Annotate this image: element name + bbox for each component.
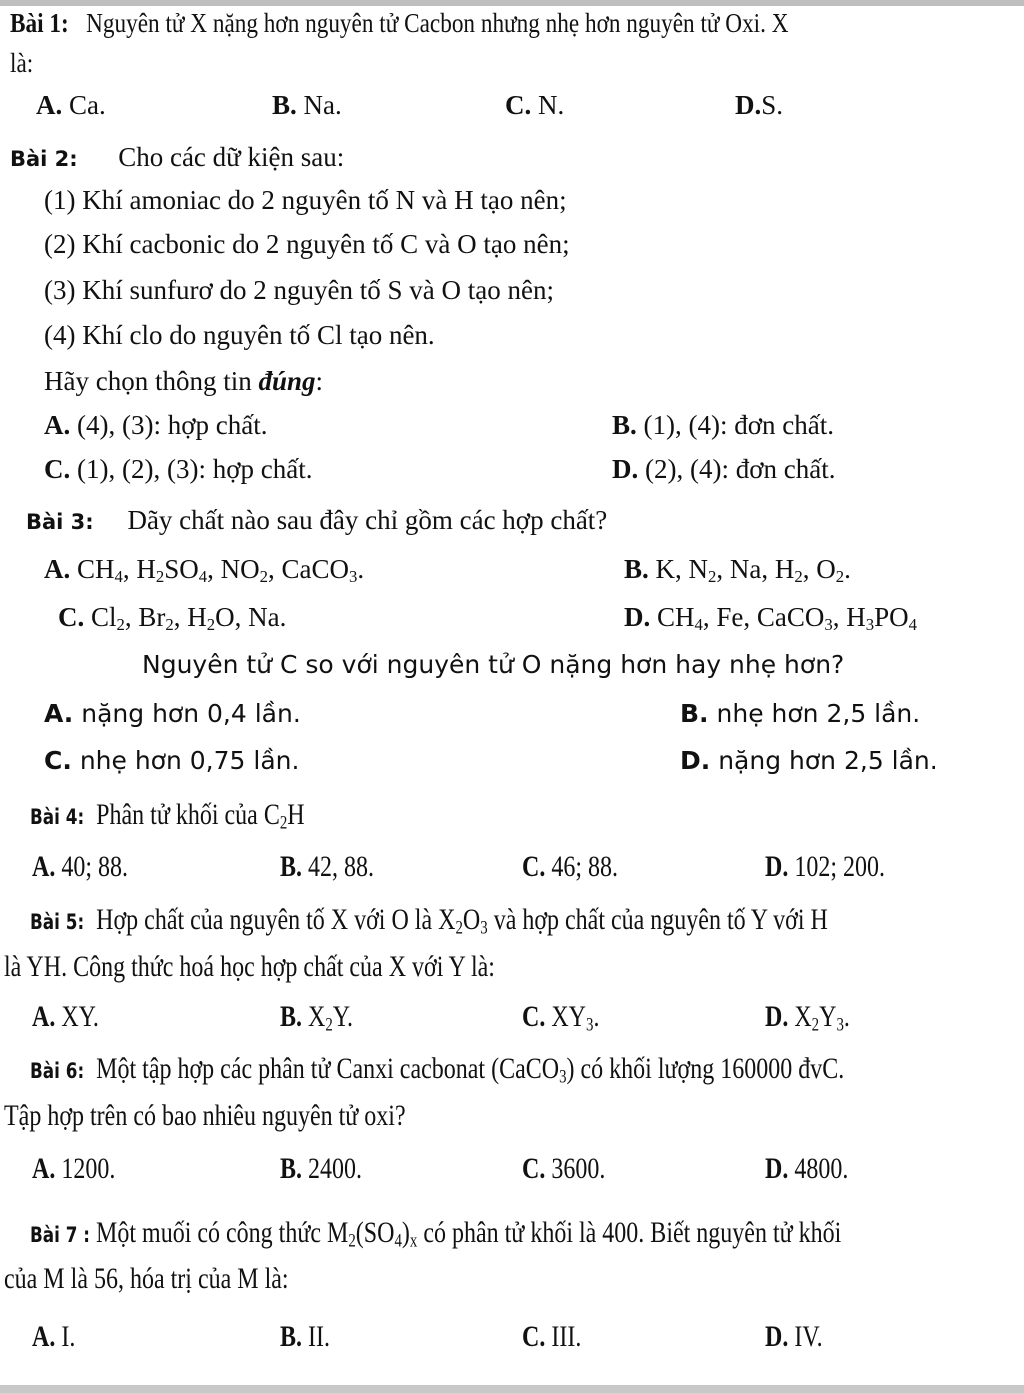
q6-option-d[interactable]: D. 4800.: [765, 1152, 849, 1185]
q3-option-d[interactable]: D. $CH_4$, Fe, CaCO$_3$, $H_3PO_4$: [624, 602, 918, 635]
q2-option-c[interactable]: C. (1), (2), (3): hợp chất.: [44, 454, 313, 484]
q2-option-d[interactable]: D. (2), (4): đơn chất.: [612, 454, 836, 484]
q4-label: Bài 4:: [30, 805, 85, 829]
q2-fact-1: (1) Khí amoniac do 2 nguyên tố N và H tạo nên;: [44, 185, 567, 215]
q2-label: Bài 2:: [10, 147, 78, 171]
q3b-stem: Nguyên tử C so với nguyên tử O nặng hơn hay nhẹ hơn?: [142, 650, 845, 679]
q3-option-b[interactable]: B. K, $N_2$, Na, $H_2$, $O_2$.: [624, 554, 851, 587]
q5-option-a[interactable]: A. XY.: [32, 1000, 99, 1033]
bottom-border: [0, 1385, 1024, 1393]
q5-stem-cont: là YH. Công thức hoá học hợp chất của X với Y là:: [4, 950, 495, 983]
q1-text: Nguyên tử X nặng hơn nguyên tử Cacbon nhưng nhẹ hơn nguyên tử Oxi. X: [86, 8, 789, 38]
q1-stem-cont: là:: [10, 48, 34, 78]
q7-option-b[interactable]: B. II.: [280, 1320, 330, 1353]
q3b-option-d[interactable]: D. nặng hơn 2,5 lần.: [680, 746, 938, 775]
q1-option-d[interactable]: D.S.: [735, 90, 784, 120]
q2-fact-3: (3) Khí sunfurơ do 2 nguyên tố S và O tạo nên;: [44, 275, 554, 305]
q5-label: Bài 5:: [30, 910, 85, 934]
q3-option-a[interactable]: A. $CH_4$, $H_2SO_4$, $NO_2$, CaCO$_3$.: [44, 554, 365, 587]
q7-option-d[interactable]: D. IV.: [765, 1320, 823, 1353]
q4-option-c[interactable]: C. 46; 88.: [522, 850, 619, 883]
q2-fact-4: (4) Khí clo do nguyên tố Cl tạo nên.: [44, 320, 435, 350]
q3b-option-c[interactable]: C. nhẹ hơn 0,75 lần.: [44, 746, 300, 775]
q5-option-b[interactable]: B. $X_2Y$.: [280, 1000, 354, 1036]
q7-option-a[interactable]: A. I.: [32, 1320, 76, 1353]
q1-option-a[interactable]: A. Ca.: [36, 90, 106, 120]
q7-option-c[interactable]: C. III.: [522, 1320, 582, 1353]
q4-stem: Bài 4: Phân tử khối của $C_2H$: [30, 798, 305, 834]
q1-label: Bài 1:: [10, 8, 69, 38]
q3-label: Bài 3:: [26, 510, 94, 534]
q3b-option-a[interactable]: A. nặng hơn 0,4 lần.: [44, 699, 301, 728]
q5-stem: Bài 5: Hợp chất của nguyên tố X với O là $X_2O_3$ và hợp chất của nguyên tố Y với H: [30, 903, 828, 939]
q2-option-a[interactable]: A. (4), (3): hợp chất.: [44, 410, 268, 440]
q2-intro: Cho các dữ kiện sau:: [118, 142, 345, 172]
q2-stem: [10, 140, 344, 176]
q4-option-d[interactable]: D. 102; 200.: [765, 850, 886, 883]
q3-stem: [26, 503, 607, 539]
q6-option-c[interactable]: C. 3600.: [522, 1152, 606, 1185]
q3b-option-b[interactable]: B. nhẹ hơn 2,5 lần.: [680, 699, 921, 728]
q4-option-b[interactable]: B. 42, 88.: [280, 850, 375, 883]
q6-stem-cont: Tập hợp trên có bao nhiêu nguyên tử oxi?: [4, 1099, 406, 1132]
q7-stem-cont: của M là 56, hóa trị của M là:: [4, 1262, 289, 1295]
q6-option-b[interactable]: B. 2400.: [280, 1152, 363, 1185]
q4-option-a[interactable]: A. 40; 88.: [32, 850, 129, 883]
q7-stem: Bài 7 : Một muối có công thức $M_2(SO_4)_x$ có phân tử khối là 400. Biết nguyên tử khối: [30, 1216, 842, 1252]
q2-prompt: Hãy chọn thông tin đúng:: [44, 366, 324, 396]
q2-option-b[interactable]: B. (1), (4): đơn chất.: [612, 410, 834, 440]
q3-text: Dãy chất nào sau đây chỉ gồm các hợp chất?: [127, 505, 608, 535]
q1-option-c[interactable]: C. N.: [505, 90, 565, 120]
q6-stem: Bài 6: Một tập hợp các phân tử Canxi cacbonat (CaCO$_3$) có khối lượng 160000 đvC.: [30, 1052, 845, 1088]
q5-option-d[interactable]: D. $X_2Y_3$.: [765, 1000, 850, 1036]
q2-fact-2: (2) Khí cacbonic do 2 nguyên tố C và O tạo nên;: [44, 229, 570, 259]
q3-option-c[interactable]: C. $Cl_2$, $Br_2$, $H_2O$, Na.: [58, 602, 287, 635]
q1-option-b[interactable]: B. Na.: [272, 90, 342, 120]
q5-option-c[interactable]: C. $XY_3$.: [522, 1000, 600, 1036]
q6-label: Bài 6:: [30, 1059, 85, 1083]
q1-stem: [10, 6, 789, 40]
q6-option-a[interactable]: A. 1200.: [32, 1152, 116, 1185]
q7-label: Bài 7 :: [30, 1223, 91, 1247]
